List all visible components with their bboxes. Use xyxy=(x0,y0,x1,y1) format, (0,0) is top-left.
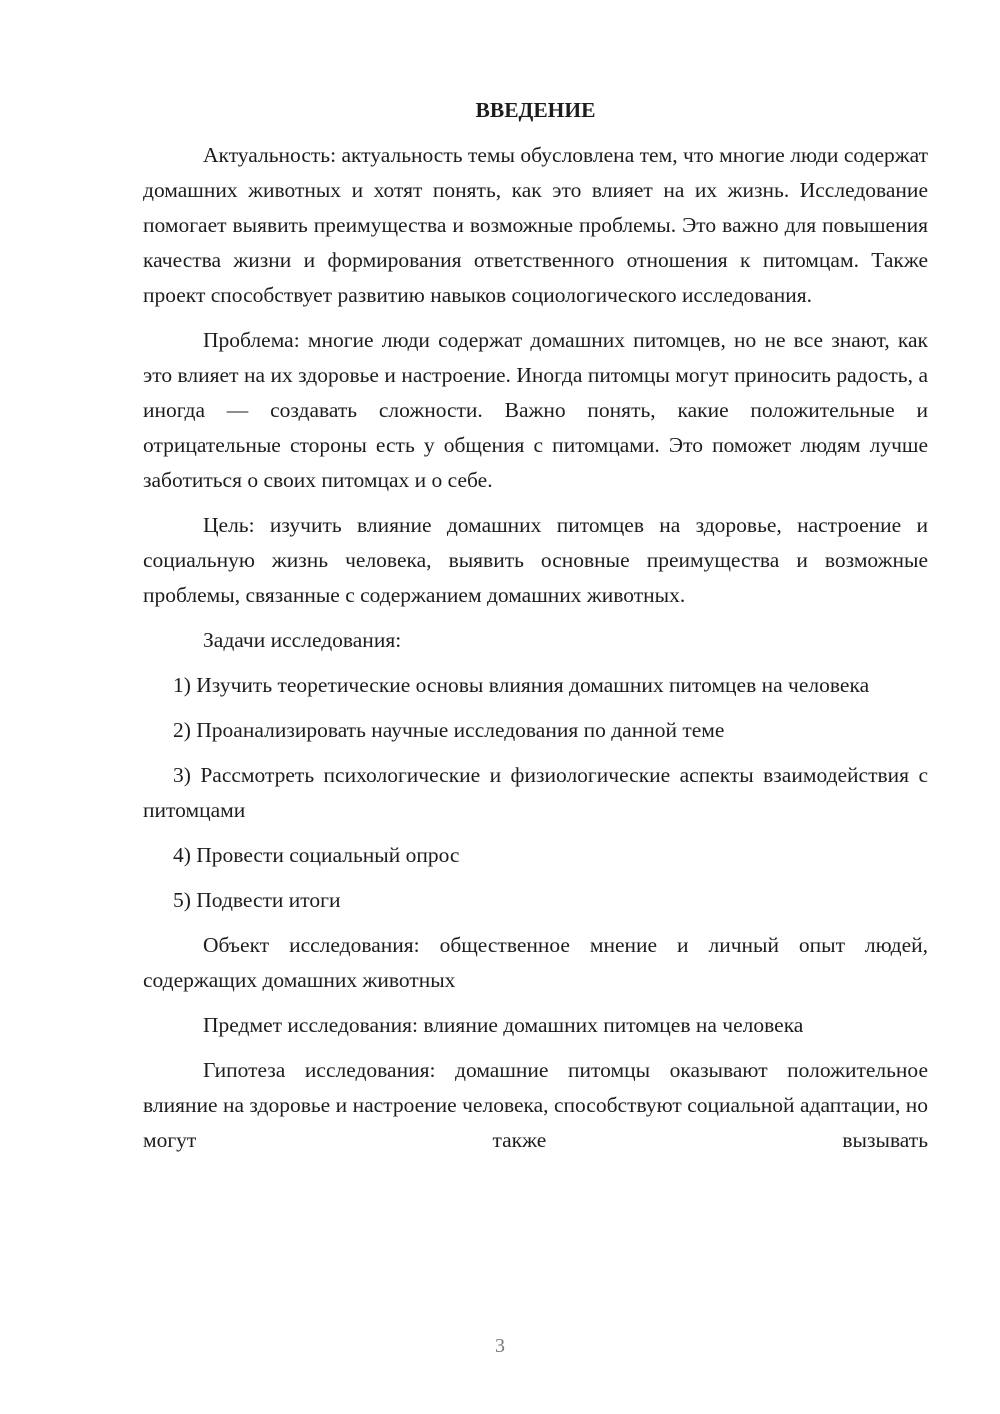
page-content xyxy=(143,93,928,1168)
task-item-4: 4) Провести социальный опрос xyxy=(173,843,460,867)
task-item-1: 1) Изучить теоретические основы влияния домашних питомцев на человека xyxy=(173,673,870,697)
paragraph-goal: Цель: изучить влияние домашних питомцев на здоровье, настроение и социальную жизнь человека, выявить основные преимущества и возможные проблемы, связанные с содержанием домашних животных. xyxy=(143,513,928,607)
tasks-title: Задачи исследования: xyxy=(203,628,402,652)
paragraph-problem: Проблема: многие люди содержат домашних питомцев, но не все знают, как это влияет на их здоровье и настроение. Иногда питомцы могут приносить радость, а иногда — создавать сложности. Важно понять, какие положительные и отрицательные стороны есть у общения с питомцами. Это поможет людям лучше заботиться о своих питомцах и о себе. xyxy=(143,328,928,492)
task-item-5: 5) Подвести итоги xyxy=(173,888,341,912)
paragraph-subject: Предмет исследования: влияние домашних питомцев на человека xyxy=(203,1013,804,1037)
section-heading: ВВЕДЕНИЕ xyxy=(475,98,596,122)
paragraph-hypothesis: Гипотеза исследования: домашние питомцы оказывают положительное влияние на здоровье и настроение человека, способствуют социальной адаптации, но могут также вызывать xyxy=(143,1058,928,1152)
paragraph-object: Объект исследования: общественное мнение и личный опыт людей, содержащих домашних животных xyxy=(143,933,928,992)
task-item-2: 2) Проанализировать научные исследования по данной теме xyxy=(173,718,725,742)
page-number: 3 xyxy=(495,1335,505,1357)
task-item-3: 3) Рассмотреть психологические и физиологические аспекты взаимодействия с питомцами xyxy=(143,763,928,822)
paragraph-relevance: Актуальность: актуальность темы обусловлена тем, что многие люди содержат домашних животных и хотят понять, как это влияет на их жизнь. Исследование помогает выявить преимущества и возможные проблемы. Это важно для повышения качества жизни и формирования ответственного отношения к питомцам. Также проект способствует развитию навыков социологического исследования. xyxy=(143,143,928,307)
